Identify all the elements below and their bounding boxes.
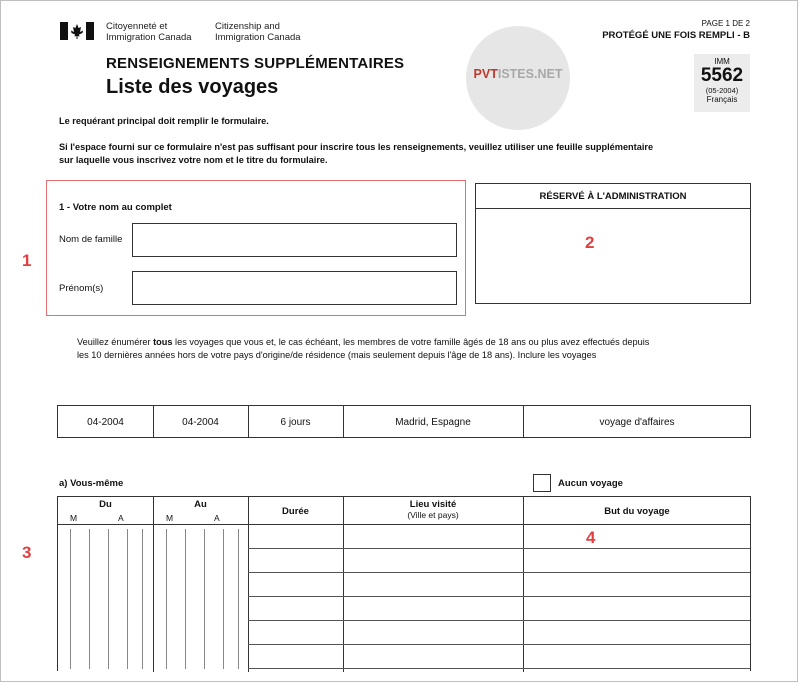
page-indicator: PAGE 1 DE 2 xyxy=(701,19,750,28)
instruction-principal: Le requérant principal doit remplir le formulaire. xyxy=(59,116,269,126)
form-title: RENSEIGNEMENTS SUPPLÉMENTAIRES xyxy=(106,55,405,72)
canada-flag-icon xyxy=(60,22,94,40)
protected-label: PROTÉGÉ UNE FOIS REMPLI - B xyxy=(602,30,750,41)
col-duration-header: Durée xyxy=(282,506,309,517)
col-to-header: Au xyxy=(194,499,207,510)
enumerate-instruction: Veuillez énumérer tous les voyages que vous et, le cas échéant, les membres de votre famille âgés de 18 ans ou plus avez effectués depuis les 10 dernières années hors de votre pays d'origine/de résidence (mais seulement depuis l'âge de 18 ans). Inclure les voyages xyxy=(77,337,650,360)
surname-label: Nom de famille xyxy=(59,234,123,245)
example-to: 04-2004 xyxy=(182,417,219,428)
department-name-en: Citizenship and Immigration Canada xyxy=(215,21,301,43)
example-travel-row xyxy=(57,405,751,438)
admin-divider xyxy=(475,208,751,209)
annotation-4: 4 xyxy=(586,528,596,547)
form-number-box: IMM 5562 (05-2004) Français xyxy=(694,54,750,112)
annotation-1: 1 xyxy=(22,251,32,270)
annotation-3: 3 xyxy=(22,543,32,562)
col-purpose-header: But du voyage xyxy=(604,506,670,517)
given-name-label: Prénom(s) xyxy=(59,283,104,294)
form-number: 5562 xyxy=(700,65,744,86)
section-a-title: a) Vous-même xyxy=(59,478,124,489)
example-purpose: voyage d'affaires xyxy=(599,417,675,428)
travel-table: Du M A Au M A Durée Lieu visité (Ville et pays) But du voyage xyxy=(57,496,751,671)
department-name-fr: Citoyenneté et Immigration Canada xyxy=(106,21,192,43)
col-from-header: Du xyxy=(99,499,112,510)
annotation-2: 2 xyxy=(585,233,595,252)
example-duration: 6 jours xyxy=(280,417,311,428)
no-travel-checkbox[interactable] xyxy=(533,474,551,492)
surname-input[interactable] xyxy=(132,223,457,257)
instruction-space: Si l'espace fourni sur ce formulaire n'est pas suffisant pour inscrire tous les renseignements, veuillez utiliser une feuille supplémentaire sur laquelle vous inscrivez votre nom et le titre du formulaire. xyxy=(59,142,654,165)
no-travel-label: Aucun voyage xyxy=(558,478,623,489)
pvtistes-watermark-logo: PVTISTES.NET xyxy=(466,26,570,130)
form-subtitle: Liste des voyages xyxy=(106,76,279,98)
example-from: 04-2004 xyxy=(87,417,124,428)
given-name-input[interactable] xyxy=(132,271,457,305)
col-place-header: Lieu visité (Ville et pays) xyxy=(407,499,459,520)
admin-reserved-title: RÉSERVÉ À L'ADMINISTRATION xyxy=(539,191,687,202)
example-place: Madrid, Espagne xyxy=(395,417,471,428)
section1-title: 1 - Votre nom au complet xyxy=(59,202,172,213)
